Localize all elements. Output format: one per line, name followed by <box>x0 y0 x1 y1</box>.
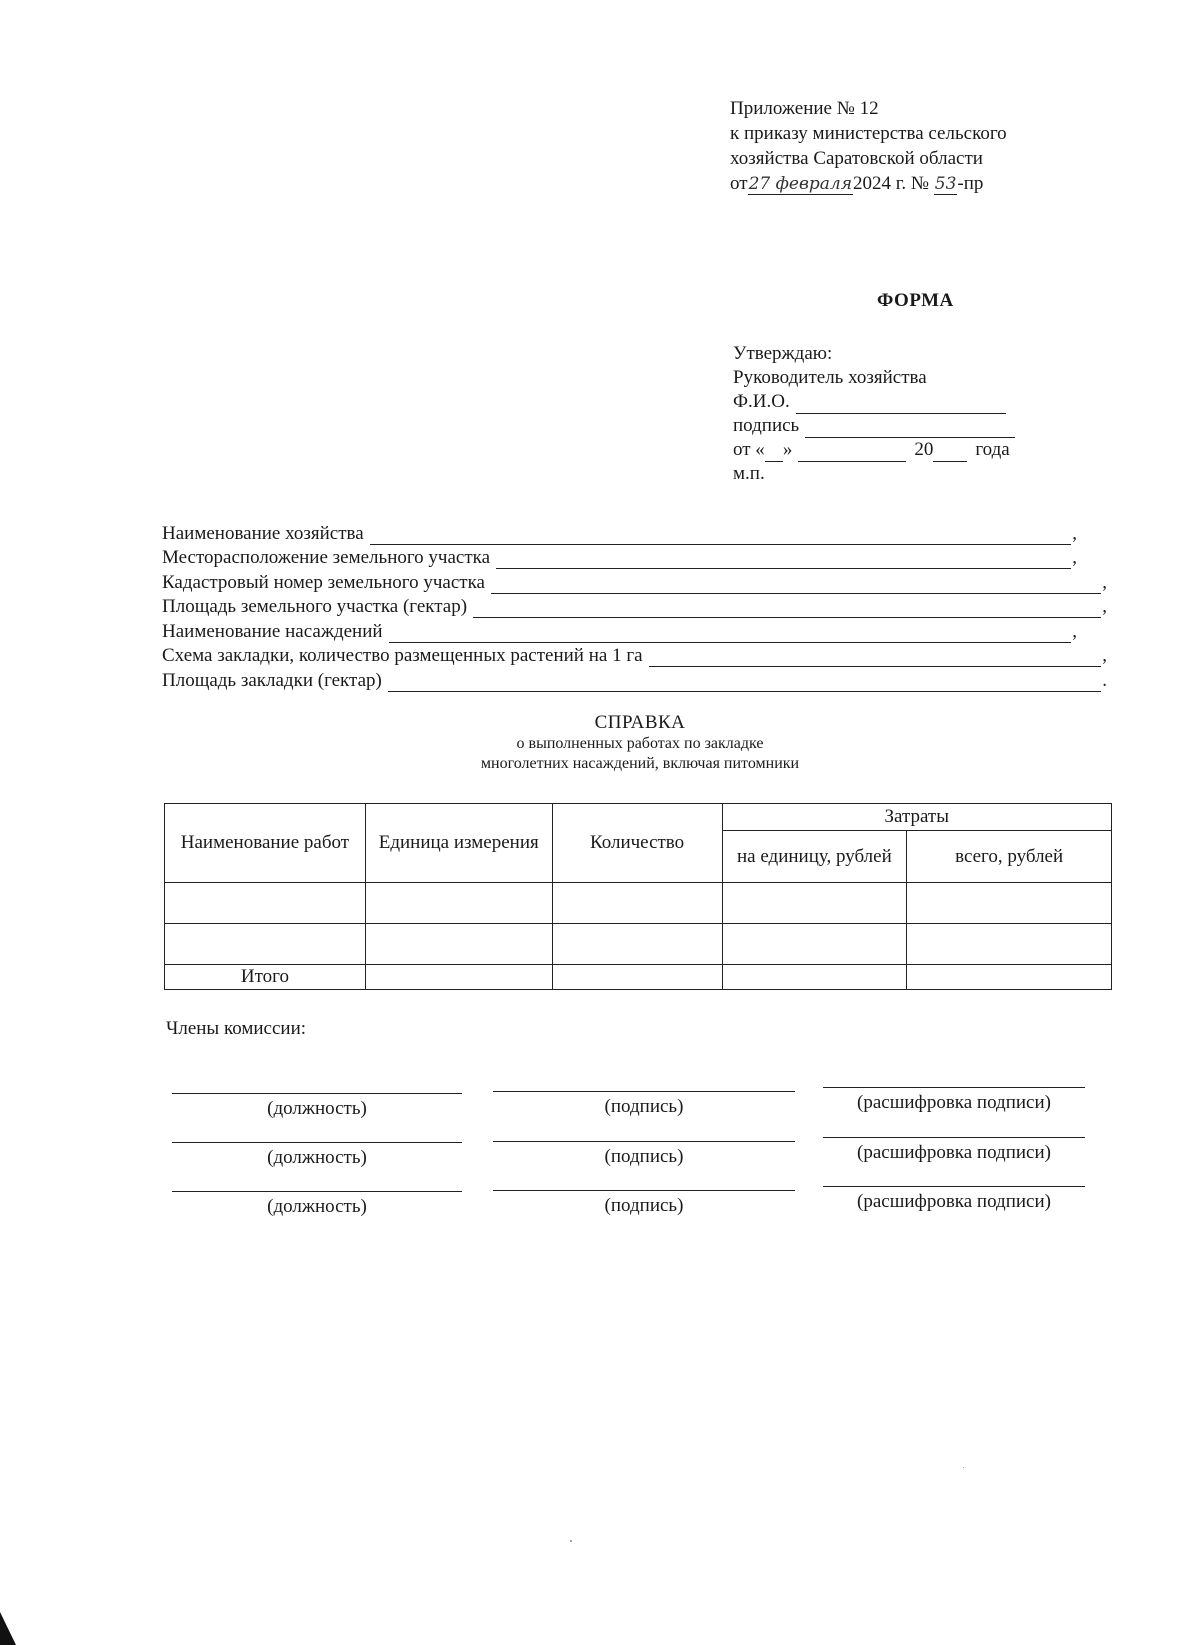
field-punct: , <box>1102 596 1107 617</box>
table-cell[interactable] <box>165 883 366 924</box>
field-punct: , <box>1102 645 1107 666</box>
table-cell[interactable] <box>552 965 722 990</box>
header-per-unit: на единицу, рублей <box>722 831 907 883</box>
farm-fields <box>162 520 1107 692</box>
field-label: Наименование насаждений <box>162 620 383 642</box>
signature-caption: (подпись) <box>604 1195 684 1216</box>
table-cell[interactable] <box>907 965 1112 990</box>
approval-year-word: года <box>975 439 1010 460</box>
appendix-header <box>730 96 1007 197</box>
scan-speck <box>963 1467 964 1468</box>
month-field[interactable] <box>798 443 906 462</box>
decoding-caption: (расшифровка подписи) <box>857 1092 1051 1113</box>
field-farm-name <box>162 520 1077 545</box>
approval-stamp: м.п. <box>733 463 765 484</box>
signature-field-3[interactable] <box>493 1190 795 1217</box>
field-location <box>162 545 1077 570</box>
field-punct: . <box>1102 669 1107 691</box>
field-plot-area <box>162 594 1107 619</box>
table-cell[interactable] <box>165 924 366 965</box>
field-planting-area <box>162 667 1107 692</box>
table-total-row <box>165 965 1112 990</box>
field-punct: , <box>1072 547 1077 568</box>
field-punct: , <box>1102 571 1107 593</box>
position-field-2[interactable] <box>172 1142 462 1169</box>
table-header-row <box>165 804 1112 831</box>
table-cell[interactable] <box>722 883 907 924</box>
field-label: Схема закладки, количество размещенных растений на 1 га <box>162 645 643 666</box>
decoding-field-1[interactable] <box>823 1087 1085 1114</box>
handwritten-date: 27 февраля <box>748 174 852 194</box>
signature-field-2[interactable] <box>493 1141 795 1168</box>
farm-name-input[interactable] <box>370 527 1072 545</box>
table-cell[interactable] <box>722 965 907 990</box>
approval-approve: Утверждаю: <box>733 343 833 364</box>
position-field-3[interactable] <box>172 1191 462 1218</box>
form-label: ФОРМА <box>877 290 954 311</box>
certificate-title: СПРАВКА <box>594 712 686 733</box>
day-field[interactable] <box>765 443 783 462</box>
plantings-input[interactable] <box>389 625 1072 643</box>
header-total: всего, рублей <box>907 831 1112 883</box>
total-label: Итого <box>165 965 366 990</box>
table-row <box>165 924 1112 965</box>
decoding-caption: (расшифровка подписи) <box>857 1142 1051 1163</box>
approval-date-mid: » <box>782 439 793 460</box>
field-punct: , <box>1072 522 1077 544</box>
table-cell[interactable] <box>552 924 722 965</box>
decoding-caption: (расшифровка подписи) <box>857 1191 1051 1212</box>
table-cell[interactable] <box>722 924 907 965</box>
appendix-from: от <box>730 173 748 194</box>
year-field[interactable] <box>933 443 967 462</box>
position-caption: (должность) <box>267 1098 367 1119</box>
plot-area-input[interactable] <box>473 600 1101 618</box>
decoding-field-2[interactable] <box>823 1137 1085 1164</box>
appendix-suffix: -пр <box>957 173 984 194</box>
appendix-ministry-line: хозяйства Саратовской области <box>730 148 983 169</box>
cadastral-input[interactable] <box>491 576 1101 594</box>
field-punct: , <box>1072 620 1077 642</box>
table-cell[interactable] <box>907 924 1112 965</box>
approval-head: Руководитель хозяйства <box>733 367 927 388</box>
approval-century: 20 <box>914 439 934 460</box>
field-label: Площадь земельного участка (гектар) <box>162 596 468 617</box>
approval-date-row <box>733 438 1015 462</box>
appendix-number: Приложение № 12 <box>730 98 879 119</box>
field-label: Месторасположение земельного участка <box>162 547 491 568</box>
certificate-subtitle-1: о выполненных работах по закладке <box>516 735 764 752</box>
field-label: Площадь закладки (гектар) <box>162 669 382 691</box>
scan-speck <box>570 1540 572 1542</box>
field-scheme <box>162 643 1107 668</box>
scan-corner-mark <box>0 1612 16 1645</box>
costs-table <box>164 803 1112 990</box>
approval-block <box>733 342 1015 486</box>
header-unit: Единица измерения <box>365 804 552 883</box>
signature-caption: (подпись) <box>604 1146 684 1167</box>
field-label: Кадастровый номер земельного участка <box>162 571 485 593</box>
certificate-subtitle-2: многолетних насаждений, включая питомники <box>480 755 800 772</box>
approval-signature-row <box>733 414 1015 438</box>
header-quantity: Количество <box>552 804 722 883</box>
appendix-date-line <box>730 171 1007 197</box>
approval-fio-label: Ф.И.О. <box>733 391 790 412</box>
approval-signature-label: подпись <box>733 415 800 436</box>
appendix-year: 2024 г. № <box>852 173 929 194</box>
table-cell[interactable] <box>552 883 722 924</box>
signature-field-1[interactable] <box>493 1091 795 1118</box>
handwritten-order-number: 53 <box>934 174 957 194</box>
position-field-1[interactable] <box>172 1093 462 1120</box>
decoding-field-3[interactable] <box>823 1186 1085 1213</box>
scheme-input[interactable] <box>649 649 1102 667</box>
position-caption: (должность) <box>267 1147 367 1168</box>
appendix-order-line: к приказу министерства сельского <box>730 123 1007 144</box>
header-costs: Затраты <box>722 804 1112 831</box>
signature-field[interactable] <box>805 419 1015 438</box>
approval-date-prefix: от « <box>733 439 765 460</box>
signature-caption: (подпись) <box>604 1096 684 1117</box>
table-row <box>165 883 1112 924</box>
header-work: Наименование работ <box>165 804 366 883</box>
location-input[interactable] <box>496 551 1071 569</box>
certificate-title-block <box>340 712 940 774</box>
table-cell[interactable] <box>365 883 552 924</box>
commission-label: Члены комиссии: <box>166 1018 307 1039</box>
table-cell[interactable] <box>907 883 1112 924</box>
field-cadastral <box>162 569 1107 594</box>
field-label: Наименование хозяйства <box>162 522 364 544</box>
planting-area-input[interactable] <box>388 674 1101 692</box>
approval-fio-row <box>733 390 1015 414</box>
table-cell[interactable] <box>365 924 552 965</box>
field-plantings <box>162 618 1077 643</box>
table-cell[interactable] <box>365 965 552 990</box>
position-caption: (должность) <box>267 1196 367 1217</box>
fio-field[interactable] <box>796 395 1006 414</box>
